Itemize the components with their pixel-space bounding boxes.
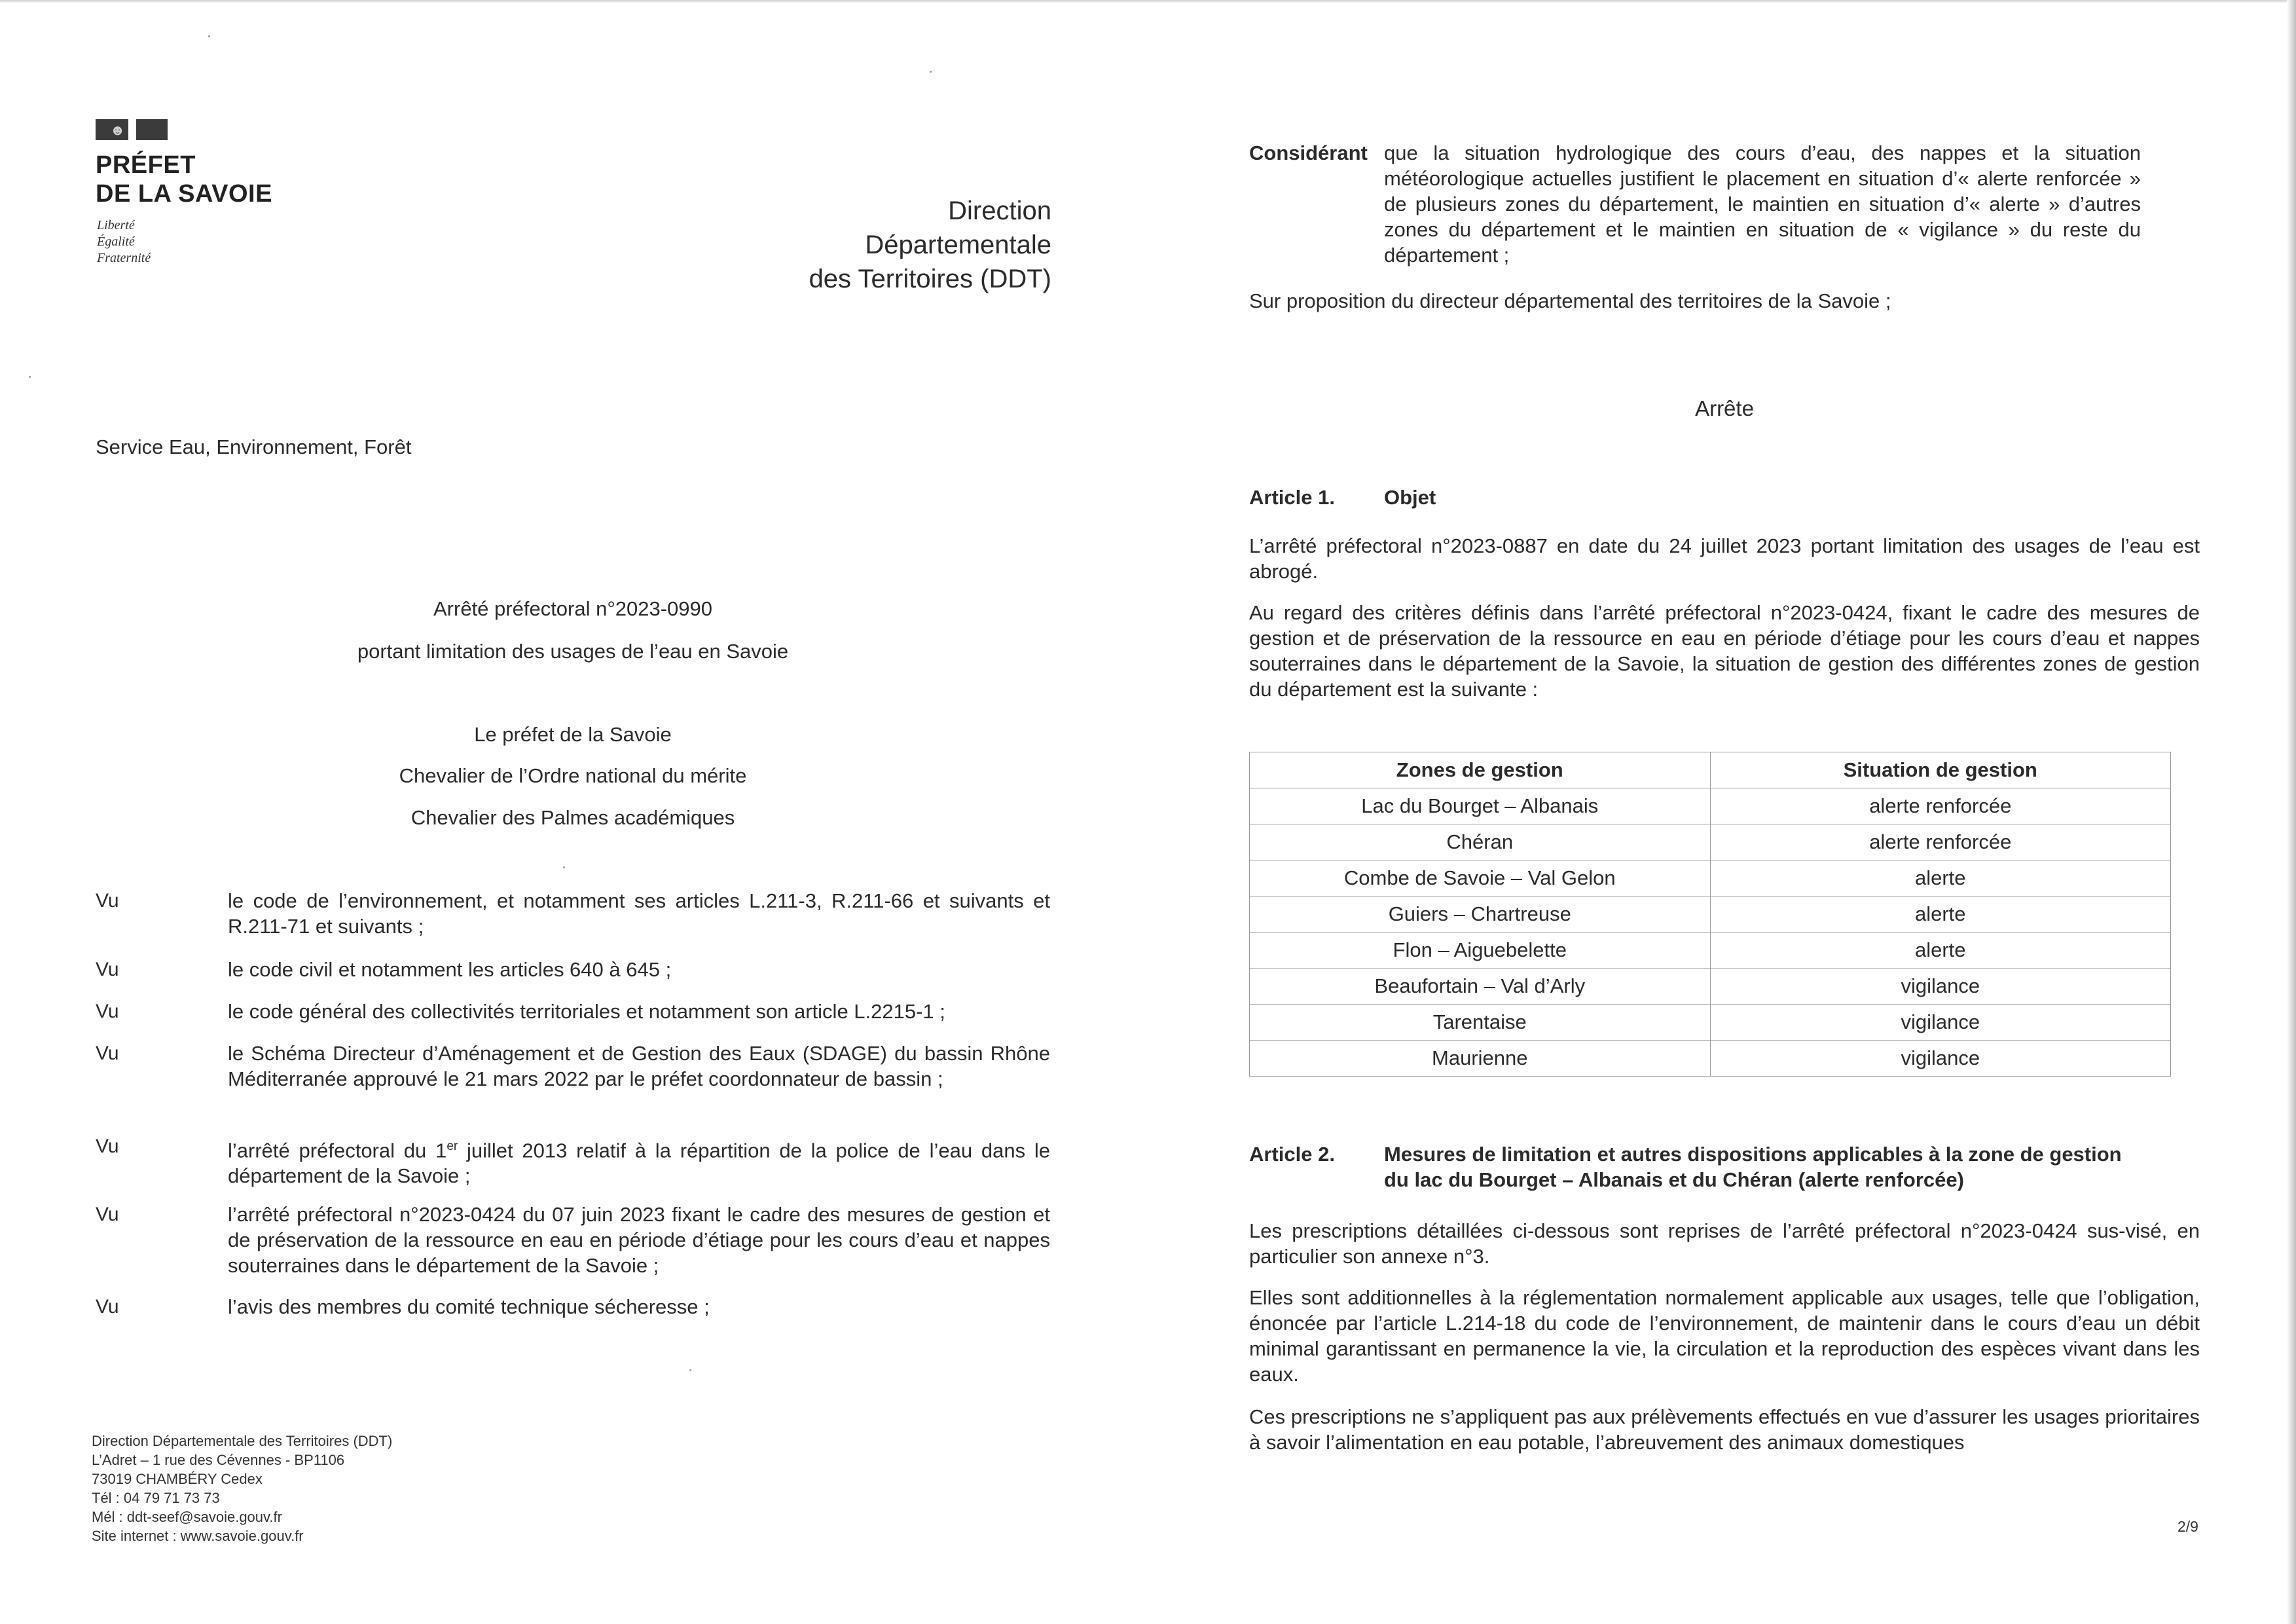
scan-edge-top	[0, 0, 2296, 3]
vu-text: le code civil et notamment les articles 640 à 645 ;	[228, 958, 672, 981]
vu-text: le code de l’environnement, et notamment ses articles L.211-3, R.211-66 et suivants et R.211-71 et suivants ;	[228, 889, 1050, 938]
zone-cell: Beaufortain – Val d’Arly	[1250, 969, 1711, 1005]
zone-cell: Chéran	[1250, 824, 1711, 860]
zone-cell: Lac du Bourget – Albanais	[1250, 788, 1711, 824]
situation-cell: alerte	[1710, 932, 2171, 969]
prefect-line: Le préfet de la Savoie	[474, 723, 672, 746]
vu-label: Vu	[96, 1043, 119, 1064]
vu-text: le code général des collectivités territoriales et notamment son article L.2215-1 ;	[228, 1000, 945, 1023]
table-header-row	[1250, 752, 2171, 788]
vu-text	[228, 1134, 1050, 1189]
table-row	[1250, 824, 2171, 860]
vu-text: l’arrêté préfectoral n°2023-0424 du 07 juin 2023 fixant le cadre des mesures de gestion et de préservation de la ressource en eau en période d’étiage pour les cours d’eau et nappes souterraines dans le département de la Savoie ;	[228, 1203, 1050, 1277]
vu-label: Vu	[96, 1204, 119, 1225]
vu-text: le Schéma Directeur d’Aménagement et de Gestion des Eaux (SDAGE) du bassin Rhône Méditerranée approuvé le 21 mars 2022 par le préfet coordonnateur de bassin ;	[228, 1042, 1050, 1090]
situation-cell: alerte renforcée	[1710, 824, 2171, 860]
table-row	[1250, 1005, 2171, 1041]
service-name: Service Eau, Environnement, Forêt	[96, 435, 412, 458]
marianne-icon: ☻	[110, 122, 126, 138]
prefet-name-line1: PRÉFET	[96, 151, 196, 179]
vu-label: Vu	[96, 1135, 119, 1157]
footer-line: Tél : 04 79 71 73 73	[92, 1490, 220, 1506]
vu-text-before: l’arrêté préfectoral du 1	[228, 1139, 447, 1162]
vu-text-sup: er	[446, 1139, 458, 1153]
arrete-subtitle: portant limitation des usages de l’eau en Savoie	[357, 640, 789, 663]
table-row	[1250, 1041, 2171, 1077]
table-row	[1250, 860, 2171, 896]
footer-website: Site internet : www.savoie.gouv.fr	[92, 1528, 304, 1544]
footer-email: Mél : ddt-seef@savoie.gouv.fr	[92, 1509, 282, 1525]
scan-speck	[208, 35, 210, 37]
article-2-paragraph: Les prescriptions détaillées ci-dessous sont reprises de l’arrêté préfectoral n°2023-0424 sus-visé, en particulier son annexe n°3.	[1249, 1219, 2200, 1268]
zone-cell: Flon – Aiguebelette	[1250, 932, 1711, 969]
zone-cell: Guiers – Chartreuse	[1250, 896, 1711, 932]
article-1-paragraph: Au regard des critères définis dans l’arrêté préfectoral n°2023-0424, fixant le cadre des mesures de gestion et de préservation de la ressource en eau en période d’étiage pour les cours d’eau et nappes souterraines dans le département de la Savoie, la situation de gestion des différentes zones de gestion du département est la suivante :	[1249, 601, 2200, 701]
page-number: 2/9	[2178, 1518, 2198, 1535]
republic-motto	[97, 217, 272, 267]
table-header: Situation de gestion	[1710, 752, 2171, 788]
situation-cell: alerte	[1710, 860, 2171, 896]
prefet-logo	[96, 117, 272, 267]
scan-speck	[29, 376, 31, 378]
prefet-name-line2: DE LA SAVOIE	[96, 180, 272, 208]
table-header: Zones de gestion	[1250, 752, 1711, 788]
motto-fraternite: Fraternité	[97, 251, 151, 265]
motto-egalite: Égalité	[97, 234, 135, 249]
zones-table	[1249, 752, 2171, 1077]
scan-speck	[689, 1369, 691, 1371]
arrete-heading: Arrête	[1695, 396, 1754, 420]
footer-line: Direction Départementale des Territoires (DDT)	[92, 1433, 393, 1449]
zone-cell: Maurienne	[1250, 1041, 1711, 1077]
vu-label: Vu	[96, 1001, 119, 1022]
vu-label: Vu	[96, 890, 119, 912]
prefet-name	[96, 151, 272, 208]
article-2-title: Mesures de limitation et autres dispositions applicables à la zone de gestion du lac du Bourget – Albanais et du Chéran (alerte renforcée)	[1384, 1143, 2122, 1191]
zone-cell: Combe de Savoie – Val Gelon	[1250, 860, 1711, 896]
considerant-label: Considérant	[1249, 141, 1368, 164]
arrete-title: Arrêté préfectoral n°2023-0990	[433, 597, 712, 620]
proposition-text: Sur proposition du directeur départemental des territoires de la Savoie ;	[1249, 289, 1891, 312]
table-row	[1250, 788, 2171, 824]
motto-liberte: Liberté	[97, 218, 135, 232]
article-1-title: Objet	[1384, 486, 1436, 509]
prefect-honor-2: Chevalier des Palmes académiques	[410, 806, 735, 829]
article-2-number: Article 2.	[1249, 1143, 1335, 1166]
situation-cell: alerte	[1710, 896, 2171, 932]
vu-label: Vu	[96, 1296, 119, 1318]
situation-cell: vigilance	[1710, 1005, 2171, 1041]
article-2-paragraph: Elles sont additionnelles à la réglementation normalement applicable aux usages, telle que l’obligation, énoncée par l’article L.214-18 du code de l’environnement, de maintenir dans le cours d’eau un débit minimal garantissant en permanence la vie, la circulation et la reproduction des espèces vivant dans les eaux.	[1249, 1286, 2200, 1386]
vu-label: Vu	[96, 959, 119, 980]
ddt-heading-line2: Départementale	[865, 231, 1051, 259]
ddt-heading	[694, 194, 1051, 296]
ddt-footer	[92, 1431, 392, 1545]
table-row	[1250, 896, 2171, 932]
article-2-paragraph: Ces prescriptions ne s’appliquent pas aux prélèvements effectués en vue d’assurer les usages prioritaires à savoir l’alimentation en eau potable, l’abreuvement des animaux domestiques	[1249, 1405, 2200, 1454]
scan-speck	[930, 71, 932, 73]
zone-cell: Tarentaise	[1250, 1005, 1711, 1041]
republic-flag-icon	[96, 117, 168, 143]
footer-line: 73019 CHAMBÉRY Cedex	[92, 1471, 263, 1487]
table-row	[1250, 969, 2171, 1005]
footer-line: L’Adret – 1 rue des Cévennes - BP1106	[92, 1452, 345, 1468]
scan-edge-right	[2287, 0, 2296, 1624]
vu-text: l’avis des membres du comité technique sécheresse ;	[228, 1295, 710, 1318]
prefect-honor-1: Chevalier de l’Ordre national du mérite	[399, 764, 747, 787]
vu-text-after: juillet 2013 relatif à la répartition de la police de l’eau dans le département de la Savoie ;	[228, 1139, 1051, 1188]
table-row	[1250, 932, 2171, 969]
situation-cell: alerte renforcée	[1710, 788, 2171, 824]
considerant-text: que la situation hydrologique des cours d’eau, des nappes et la situation météorologique actuelles justifient le placement en situation d’« alerte renforcée » de plusieurs zones du département, le maintien en situation d’« alerte » d’autres zones du département et le maintien en situation de « vigilance » du reste du département ;	[1384, 141, 2141, 267]
situation-cell: vigilance	[1710, 969, 2171, 1005]
article-1-paragraph: L’arrêté préfectoral n°2023-0887 en date du 24 juillet 2023 portant limitation des usages de l’eau est abrogé.	[1249, 534, 2200, 583]
situation-cell: vigilance	[1710, 1041, 2171, 1077]
ddt-heading-line3: des Territoires (DDT)	[809, 265, 1051, 293]
ddt-heading-line1: Direction	[948, 196, 1051, 225]
article-1-number: Article 1.	[1249, 486, 1335, 509]
scan-speck	[563, 866, 565, 868]
